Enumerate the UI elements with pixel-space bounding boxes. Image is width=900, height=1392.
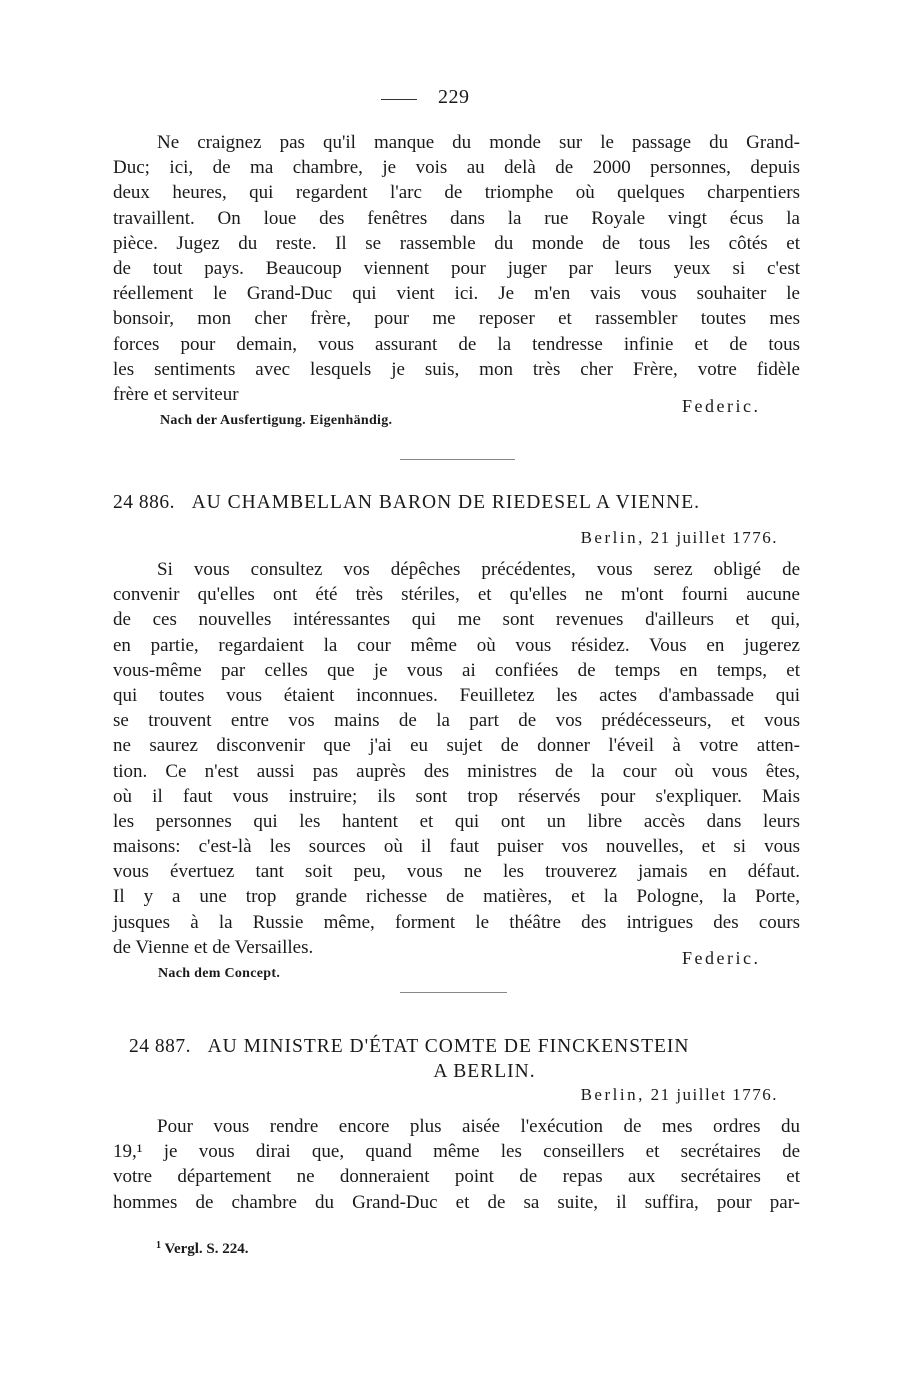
text-line: ne saurez disconvenir que j'ai eu sujet de donner l'éveil à votre atten- (113, 735, 800, 757)
continuation-text (113, 130, 800, 407)
dateline-place: Berlin, (580, 1085, 645, 1104)
text-line: vous évertuez tant soit peu, vous ne les trouverez jamais en défaut. (113, 861, 800, 883)
text-line: les sentiments avec lesquels je suis, mon très cher Frère, votre fidèle (113, 358, 800, 380)
text-line: deux heures, qui regardent l'arc de triomphe où quelques charpentiers (113, 182, 800, 204)
footnote (156, 1240, 249, 1258)
text-line: maisons: c'est-là les sources où il faut puiser vos nouvelles, et si vous (113, 836, 800, 858)
letter-body (113, 557, 800, 960)
text-line: jusques à la Russie même, forment le théâtre des intrigues des cours (113, 911, 800, 933)
text-line: qui toutes vous étaient inconnues. Feuilletez les actes d'ambassade qui (113, 684, 800, 706)
letter-heading (113, 492, 800, 514)
header-dash (381, 99, 417, 100)
letter-body (113, 1114, 800, 1215)
dateline-date: 21 juillet 1776. (650, 528, 778, 547)
text-line: Si vous consultez vos dépêches précédentes, vous serez obligé de (157, 559, 800, 580)
letter-title-line2 (113, 1061, 800, 1083)
text-line: se trouvent entre vos mains de la part de vos prédécesseurs, et vous (113, 710, 800, 732)
text-line: de Vienne et de Versailles. (113, 936, 314, 958)
section-divider (400, 459, 515, 460)
source-note: Nach der Ausfertigung. Eigenhändig. (160, 413, 393, 428)
text-line: 19,¹ je vous dirai que, quand même les conseillers et secrétaires de (113, 1141, 800, 1163)
footnote-marker: 1 (156, 1240, 161, 1251)
text-line: bonsoir, mon cher frère, pour me reposer et rassembler toutes mes (113, 308, 800, 330)
page-number: 229 (438, 86, 470, 108)
dateline-date: 21 juillet 1776. (650, 1085, 778, 1104)
text-line: tion. Ce n'est aussi pas auprès des ministres de la cour où vous êtes, (113, 760, 800, 782)
dateline (581, 1085, 778, 1105)
letter-title: AU CHAMBELLAN BARON DE RIEDESEL A VIENNE. (191, 492, 701, 513)
text-line: forces pour demain, vous assurant de la tendresse infinie et de tous (113, 333, 800, 355)
footnote-text: Vergl. S. 224. (164, 1241, 249, 1257)
text-line: frère et serviteur (113, 383, 239, 405)
source-note: Nach dem Concept. (158, 966, 281, 981)
letter-title-continued: A BERLIN. (433, 1061, 536, 1082)
signature: Federic. (682, 396, 761, 416)
text-line: Duc; ici, de ma chambre, je vois au delà de 2000 personnes, depuis (113, 157, 800, 179)
text-line: réellement le Grand-Duc qui vient ici. Je m'en vais vous souhaiter le (113, 283, 800, 305)
text-line: en partie, regardaient la cour même où vous résidez. Vous en jugerez (113, 634, 800, 656)
text-line: où il faut vous instruire; ils sont trop réservés pour s'expliquer. Mais (113, 785, 800, 807)
letter-title: AU MINISTRE D'ÉTAT COMTE DE FINCKENSTEIN (207, 1036, 690, 1057)
dateline (581, 528, 778, 548)
text-line: votre département ne donneraient point de repas aux secrétaires et (113, 1166, 800, 1188)
section-divider (400, 992, 507, 993)
text-line: pièce. Jugez du reste. Il se rassemble du monde de tous les côtés et (113, 232, 800, 254)
text-line: vous-même par celles que je vous ai confiées de temps en temps, et (113, 659, 800, 681)
text-line: Ne craignez pas qu'il manque du monde sur le passage du Grand- (157, 132, 800, 153)
text-line: travaillent. On loue des fenêtres dans la rue Royale vingt écus la (113, 207, 800, 229)
text-line: Il y a une trop grande richesse de matières, et la Pologne, la Porte, (113, 886, 800, 908)
text-line: hommes de chambre du Grand-Duc et de sa suite, il suffira, pour par- (113, 1191, 800, 1213)
dateline-place: Berlin, (580, 528, 645, 547)
text-line: de ces nouvelles intéressantes qui me sont revenues d'ailleurs et qui, (113, 609, 800, 631)
text-line: Pour vous rendre encore plus aisée l'exécution de mes ordres du (157, 1116, 800, 1137)
letter-number: 24 886. (113, 492, 175, 513)
text-line: convenir qu'elles ont été très stériles, et qu'elles ne m'ont fourni aucune (113, 584, 800, 606)
text-line: les personnes qui les hantent et qui ont un libre accès dans leurs (113, 810, 800, 832)
letter-heading (113, 1036, 800, 1058)
signature: Federic. (682, 948, 761, 968)
letter-number: 24 887. (129, 1036, 191, 1057)
page-header (0, 84, 900, 114)
text-line: de tout pays. Beaucoup viennent pour juger par leurs yeux si c'est (113, 257, 800, 279)
